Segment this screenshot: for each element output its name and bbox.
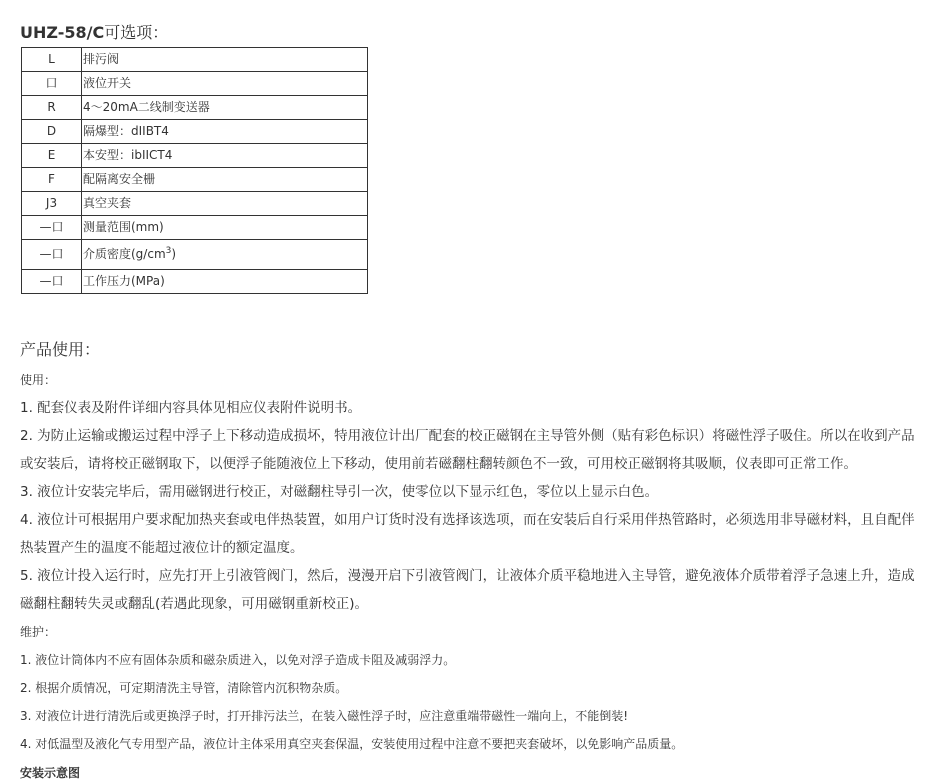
option-desc: 液位开关 <box>82 72 368 96</box>
option-code: 口 <box>22 72 82 96</box>
usage-item: 2. 为防止运输或搬运过程中浮子上下移动造成损坏，特用液位计出厂配套的校正磁钢在主导管外侧（贴有彩色标识）将磁性浮子吸住。所以在收到产品或安装后，请将校正磁钢取下，以便浮子能随液位上下移动，使用前若磁翻柱翻转颜色不一致，可用校正磁钢将其吸顺，仪表即可正常工作。 <box>20 428 915 472</box>
table-row <box>22 192 368 216</box>
model-code: UHZ-58/C <box>20 23 105 42</box>
option-code: —口 <box>22 240 82 270</box>
option-code: L <box>22 48 82 72</box>
option-code: F <box>22 168 82 192</box>
maintenance-item: 4. 对低温型及液化气专用型产品，液位计主体采用真空夹套保温，安装使用过程中注意不要把夹套破坏，以免影响产品质量。 <box>20 737 684 751</box>
usage-item: 3. 液位计安装完毕后，需用磁钢进行校正，对磁翻柱导引一次，使零位以下显示红色，零位以上显示白色。 <box>20 484 659 500</box>
option-desc: 配隔离安全栅 <box>82 168 368 192</box>
use-label: 使用： <box>20 373 57 387</box>
option-desc: 4～20mA二线制变送器 <box>82 96 368 120</box>
table-row <box>22 240 368 270</box>
table-row <box>22 48 368 72</box>
table-row <box>22 96 368 120</box>
option-desc: 测量范围(mm) <box>82 216 368 240</box>
maintenance-label: 维护： <box>20 625 57 639</box>
table-row <box>22 72 368 96</box>
option-desc: 本安型：ibIICT4 <box>82 144 368 168</box>
option-code: R <box>22 96 82 120</box>
option-desc: 介质密度(g/cm <box>83 247 166 261</box>
option-desc: 真空夹套 <box>82 192 368 216</box>
usage-section-title: 产品使用： <box>20 340 101 359</box>
option-code: —口 <box>22 270 82 294</box>
option-desc: 工作压力(MPa) <box>82 270 368 294</box>
table-row <box>22 216 368 240</box>
table-row <box>22 120 368 144</box>
table-row <box>22 270 368 294</box>
options-title <box>20 20 168 46</box>
options-title-suffix: 可选项： <box>104 23 169 42</box>
usage-item: 5. 液位计投入运行时，应先打开上引液管阀门，然后，漫漫开启下引液管阀门，让液体介质平稳地进入主导管，避免液体介质带着浮子急速上升，造成磁翻柱翻转失灵或翻乱(若遇此现象，可用磁钢重新校正)。 <box>20 568 915 612</box>
usage-item: 1. 配套仪表及附件详细内容具体见相应仪表附件说明书。 <box>20 400 362 416</box>
option-code: D <box>22 120 82 144</box>
option-desc-density <box>82 240 368 270</box>
table-row <box>22 168 368 192</box>
option-desc: 排污阀 <box>82 48 368 72</box>
usage-item: 4. 液位计可根据用户要求配加热夹套或电伴热装置，如用户订货时没有选择该选项，而在安装后自行采用伴热管路时，必须选用非导磁材料，且自配伴热装置产生的温度不能超过液位计的额定温度。 <box>20 512 915 556</box>
install-diagram-label: 安装示意图 <box>20 766 81 780</box>
option-desc: 隔爆型：dIIBT4 <box>82 120 368 144</box>
options-table <box>21 47 368 294</box>
maintenance-item: 3. 对液位计进行清洗后或更换浮子时，打开排污法兰，在装入磁性浮子时，应注意重端带磁性一端向上，不能倒装! <box>20 709 629 723</box>
superscript: 3 <box>165 246 172 256</box>
maintenance-item: 1. 液位计筒体内不应有固体杂质和磁杂质进入，以免对浮子造成卡阻及减弱浮力。 <box>20 653 456 667</box>
option-code: J3 <box>22 192 82 216</box>
maintenance-item: 2. 根据介质情况，可定期清洗主导管，清除管内沉积物杂质。 <box>20 681 348 695</box>
option-desc-end: ) <box>171 247 177 261</box>
option-code: —口 <box>22 216 82 240</box>
table-row <box>22 144 368 168</box>
option-code: E <box>22 144 82 168</box>
